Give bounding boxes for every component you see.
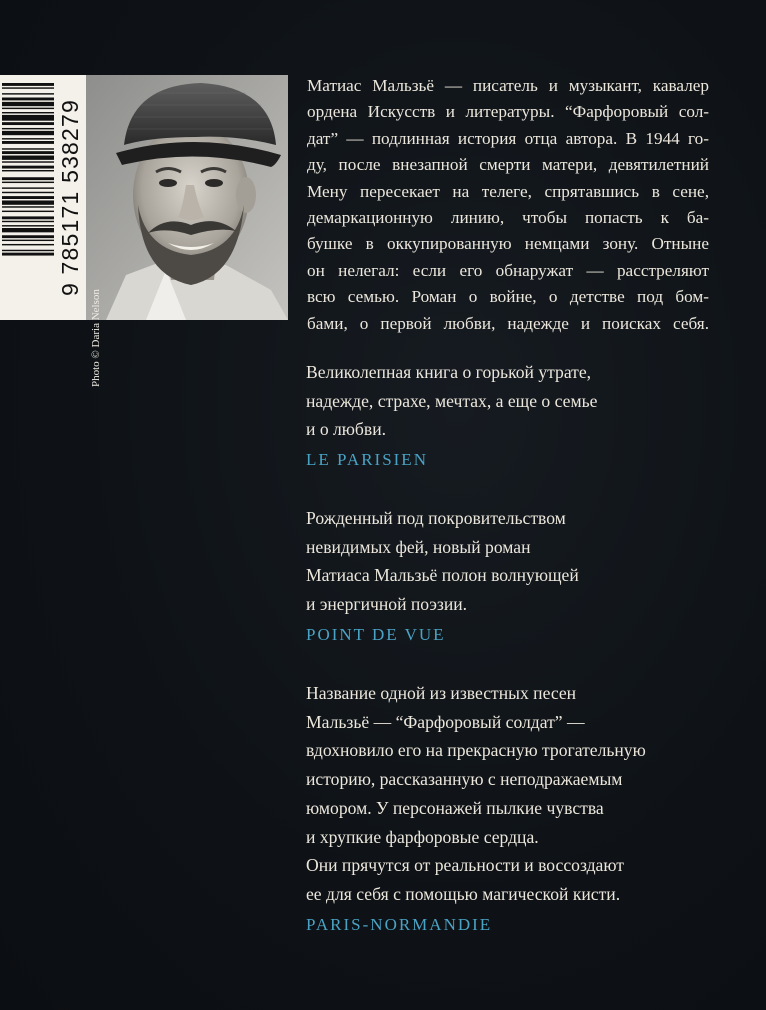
quote-line: Великолепная книга о горькой утрате, — [306, 362, 592, 382]
quote-line: и о любви. — [306, 419, 387, 440]
isbn-barcode — [0, 75, 86, 320]
bio-line: демаркационную линию, чтобы попасть к ба- — [307, 208, 709, 228]
quote-line: Название одной из известных песен — [306, 683, 577, 703]
quote-line: вдохновило его на прекрасную трогательную — [306, 740, 646, 761]
review-quote-paris-normandie — [306, 679, 736, 940]
bio-line: он нелегал: если его обнаружат — расстреляют — [307, 260, 709, 280]
quote-line: юмором. У персонажей пылкие чувства — [306, 797, 604, 818]
bio-line: дат” — подлинная история отца автора. В 1944 го- — [307, 128, 709, 148]
photo-credit: Photo © Daria Nelson — [90, 289, 102, 387]
quote-source: POINT DE VUE — [306, 624, 446, 644]
bio-line: бами, о первой любви, надежде и поисках себя. — [307, 313, 709, 333]
quote-line: Они прячутся от реальности и воссоздают — [306, 855, 624, 876]
bio-line: ордена Искусств и литературы. “Фарфоровый сол- — [307, 102, 709, 122]
quote-line: и энергичной поэзии. — [306, 594, 468, 615]
quote-source: PARIS-NORMANDIE — [306, 914, 493, 934]
review-quote-le-parisien — [306, 358, 736, 475]
bio-line: Мену пересекает на телеге, спрятавшись в сене, — [307, 181, 709, 201]
author-bio — [307, 73, 709, 337]
isbn-digits: 9 785171 538279 — [57, 98, 83, 297]
quote-line: Матиаса Мальзьё полон волнующей — [306, 565, 579, 586]
quote-line: и хрупкие фарфоровые сердца. — [306, 826, 539, 847]
bio-line: ду, после внезапной смерти матери, девятилетний — [307, 155, 709, 175]
barcode-photo-sticker — [0, 75, 288, 387]
quote-line: надежде, страхе, мечтах, а еще о семье — [306, 390, 598, 411]
review-quote-point-de-vue — [306, 504, 736, 650]
quote-line: Мальзьё — “Фарфоровый солдат” — — [306, 711, 585, 732]
bio-line: бушке в оккупированную немцами зону. Отныне — [307, 234, 709, 254]
bio-line: всю семью. Роман о войне, о детстве под бом- — [307, 287, 709, 307]
author-photo — [86, 75, 288, 320]
bio-line: Матиас Мальзьё — писатель и музыкант, кавалер — [307, 76, 709, 95]
quote-line: ее для себя с помощью магической кисти. — [306, 883, 621, 904]
author-portrait-icon — [86, 75, 288, 320]
quote-line: историю, рассказанную с неподражаемым — [306, 769, 623, 790]
quote-line: невидимых фей, новый роман — [306, 536, 531, 557]
quote-line: Рожденный под покровительством — [306, 508, 566, 528]
quote-source: LE PARISIEN — [306, 450, 428, 470]
